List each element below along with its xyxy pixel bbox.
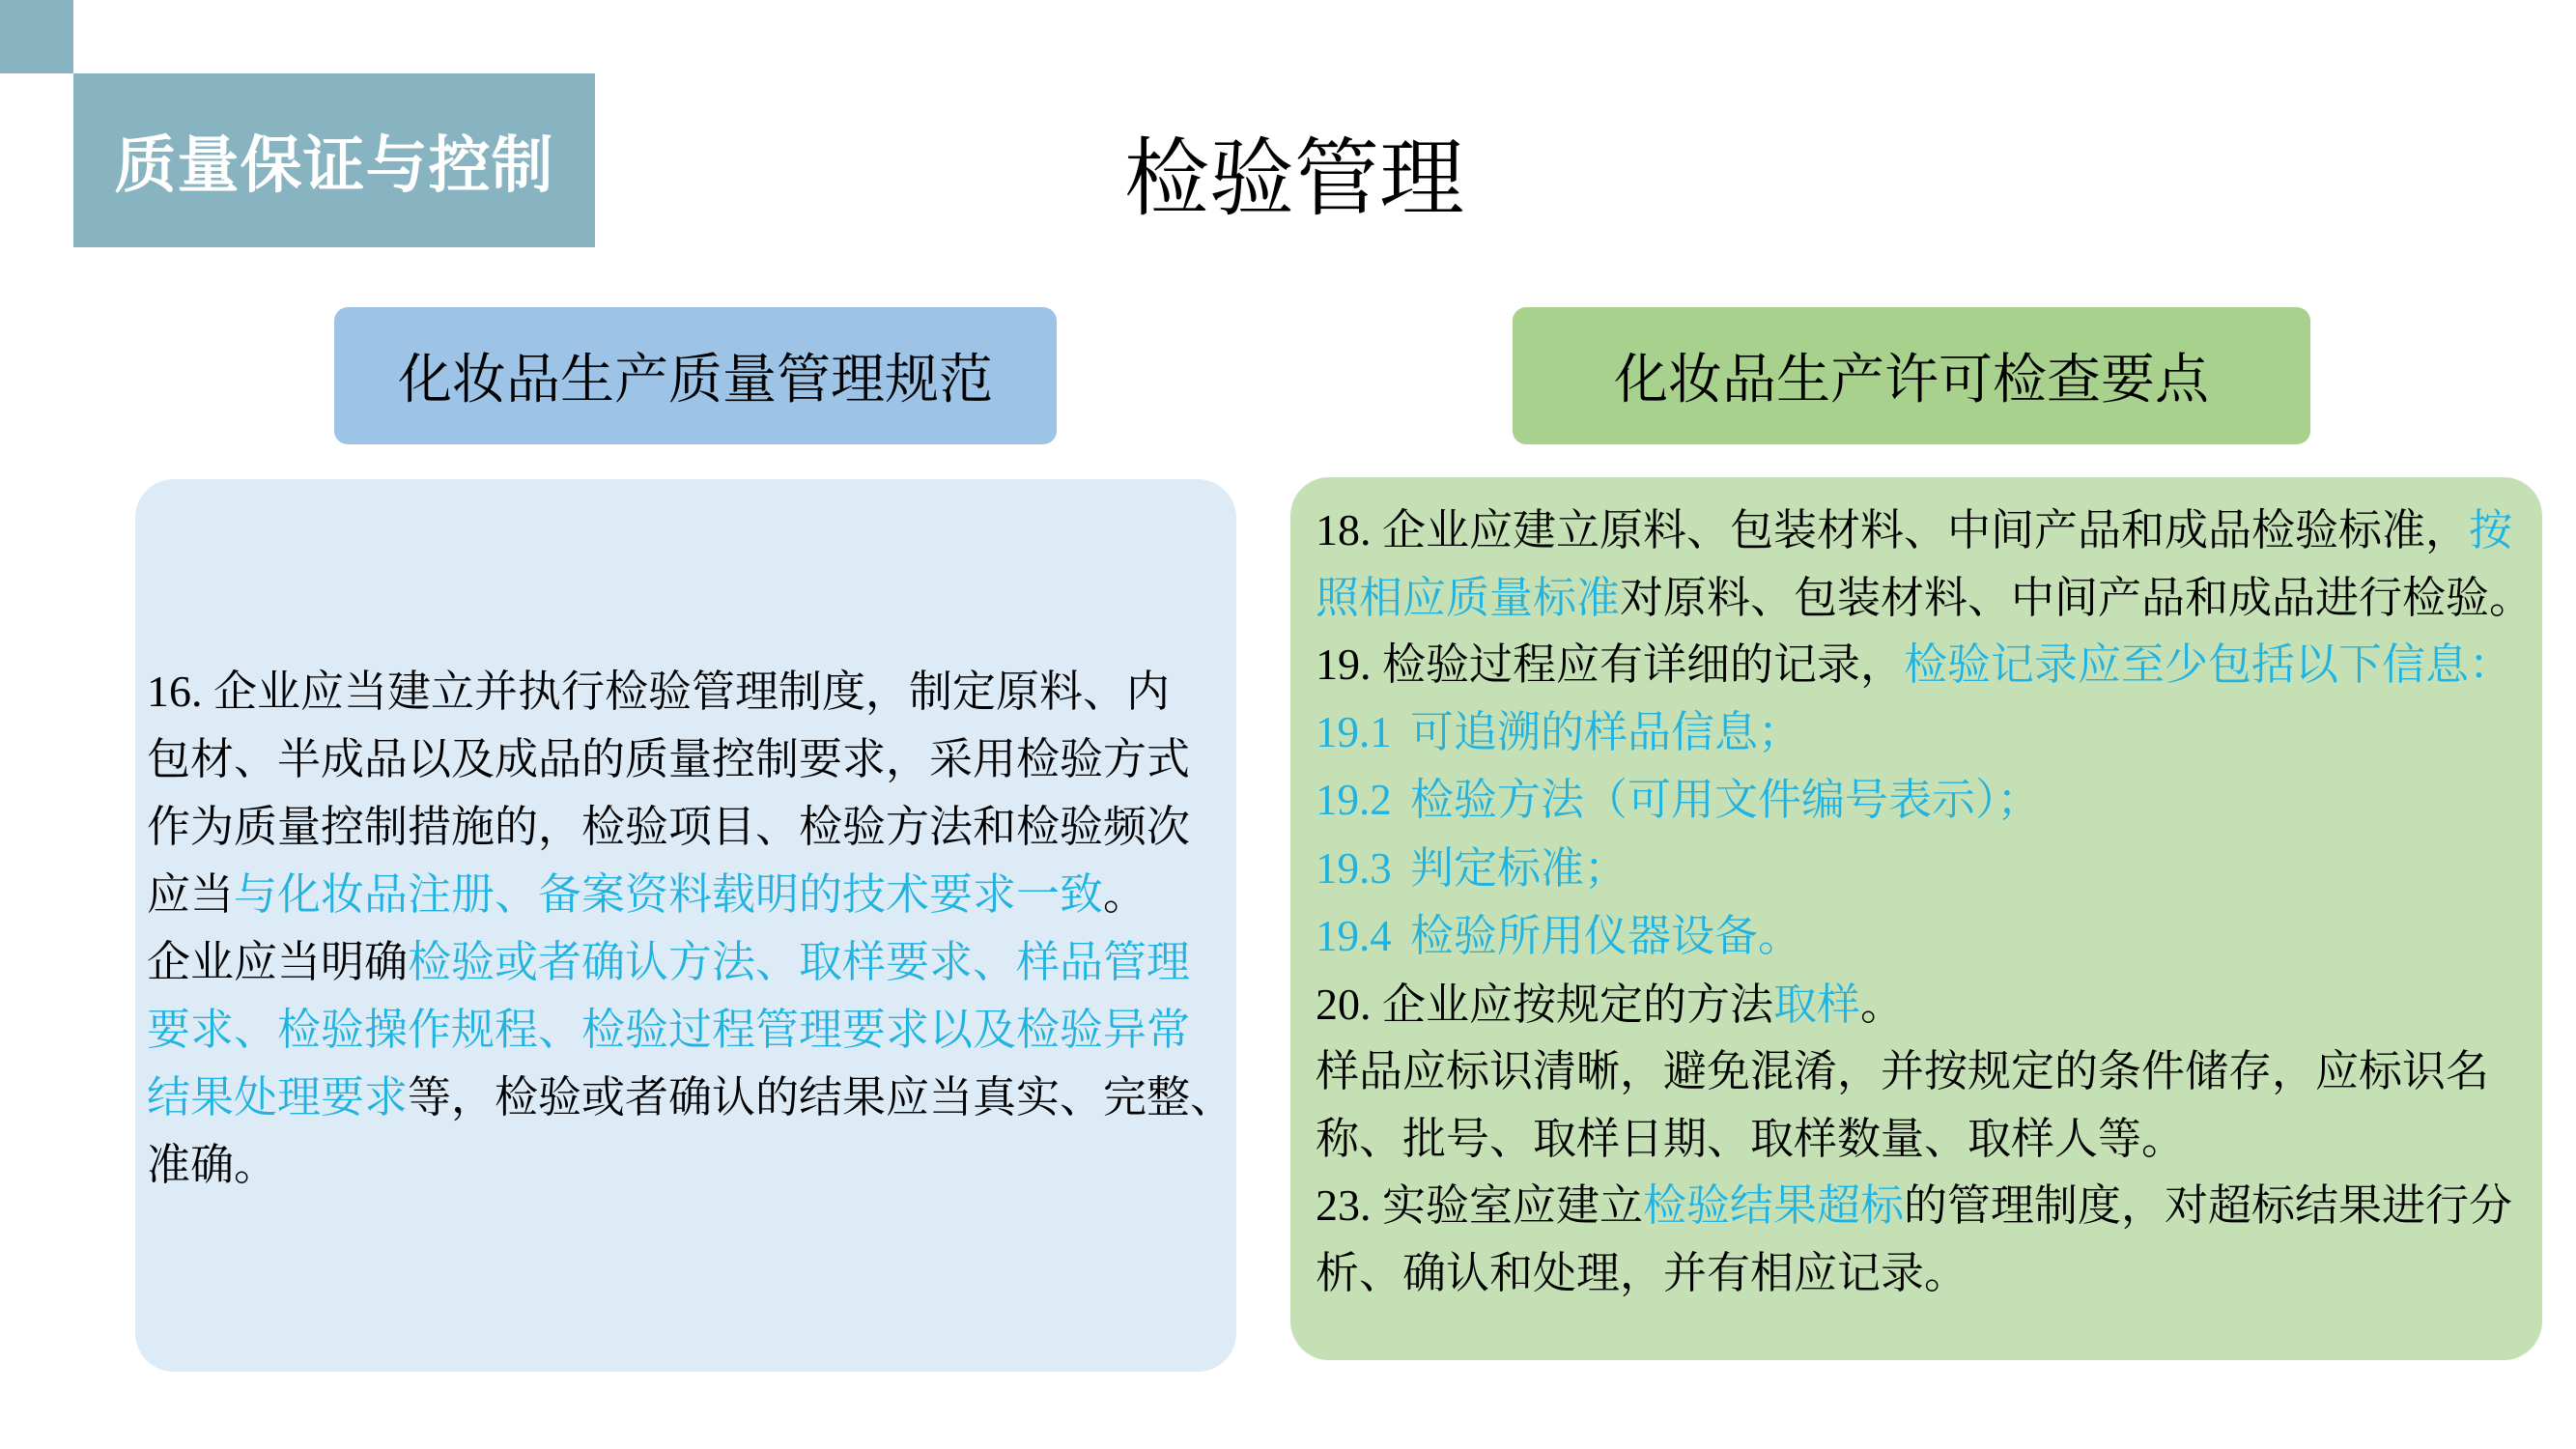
text-line [147, 928, 1207, 996]
sub-item-text: 可追溯的样品信息； [1410, 705, 1802, 757]
right-content-panel [1290, 477, 2542, 1360]
text-segment: 企业应建立原料、包装材料、中间产品和成品检验标准， [1382, 504, 2470, 555]
highlighted-text: 按 [2469, 504, 2513, 555]
text-line [1316, 497, 2519, 564]
sub-item-text: 检验所用仪器设备。 [1410, 910, 1802, 961]
clause-number: 18. [1316, 505, 1382, 554]
text-segment: 对原料、包装材料、中间产品和成品进行检验。 [1620, 571, 2534, 623]
text-line [147, 1064, 1234, 1131]
section-tag: 质量保证与控制 [73, 73, 595, 247]
text-line: 称、批号、取样日期、取样数量、取样人等。 [1316, 1112, 2186, 1164]
sub-item-number: 19.4 [1316, 912, 1392, 960]
clause-number: 16. [147, 667, 213, 716]
sub-item-text: 判定标准； [1410, 841, 1628, 894]
right-column-header: 化妆品生产许可检查要点 [1513, 307, 2310, 444]
text-line: 准确。 [147, 1139, 278, 1190]
highlighted-text: 检验结果超标 [1643, 1179, 1905, 1231]
text-segment: 企业应当建立并执行检验管理制度，制定原料、内 [213, 666, 1171, 717]
text-line [1316, 564, 2534, 632]
sub-item-number: 19.2 [1316, 776, 1392, 824]
text-segment: 等，检验或者确认的结果应当真实、完整、 [408, 1071, 1234, 1122]
sub-item-line [1316, 698, 2519, 767]
highlighted-line: 要求、检验操作规程、检验过程管理要求以及检验异常 [147, 1004, 1191, 1055]
text-line [1316, 971, 2519, 1038]
highlighted-text: 照相应质量标准 [1316, 571, 1621, 623]
left-paragraph [147, 658, 1234, 1199]
text-segment: 。 [1860, 978, 1905, 1030]
highlighted-text: 结果处理要求 [147, 1071, 409, 1122]
left-column-header: 化妆品生产质量管理规范 [334, 307, 1057, 444]
sub-item-number: 19.3 [1316, 843, 1392, 893]
sub-item-line [1316, 835, 2519, 903]
sub-item-number: 19.1 [1316, 707, 1392, 756]
text-line [147, 861, 1207, 928]
text-line: 样品应标识清晰，避免混淆，并按规定的条件储存，应标识名 [1316, 1045, 2490, 1096]
text-line [1316, 1172, 2519, 1239]
text-segment: 检验过程应有详细的记录， [1382, 639, 1905, 690]
highlighted-text: 检验或者确认方法、取样要求、样品管理 [408, 936, 1191, 987]
text-line [1316, 631, 2519, 698]
text-segment: 。 [1103, 868, 1147, 920]
text-segment: 应当 [147, 868, 235, 920]
clause-number: 19. [1316, 639, 1382, 689]
sub-item-line [1316, 902, 2519, 971]
text-line: 析、确认和处理，并有相应记录。 [1316, 1246, 1968, 1298]
highlighted-text: 与化妆品注册、备案资料载明的技术要求一致 [234, 868, 1104, 920]
text-segment: 企业应按规定的方法 [1382, 978, 1774, 1030]
sub-item-line [1316, 766, 2519, 835]
sub-item-text: 检验方法（可用文件编号表示）； [1410, 774, 2041, 825]
right-paragraph [1316, 497, 2534, 1306]
text-segment: 实验室应建立 [1382, 1179, 1644, 1231]
text-line [147, 658, 1207, 725]
left-content-panel [135, 479, 1236, 1372]
highlighted-text: 检验记录应至少包括以下信息： [1904, 639, 2513, 690]
clause-number: 20. [1316, 979, 1382, 1029]
text-segment: 企业应当明确 [147, 936, 409, 987]
text-line: 作为质量控制措施的，检验项目、检验方法和检验频次 [147, 801, 1191, 852]
page-title: 检验管理 [1123, 128, 1464, 228]
text-line: 包材、半成品以及成品的质量控制要求，采用检验方式 [147, 733, 1191, 784]
highlighted-text: 取样 [1773, 978, 1861, 1030]
text-segment: 的管理制度，对超标结果进行分 [1904, 1179, 2513, 1231]
corner-decoration [0, 0, 73, 73]
clause-number: 23. [1316, 1180, 1382, 1230]
